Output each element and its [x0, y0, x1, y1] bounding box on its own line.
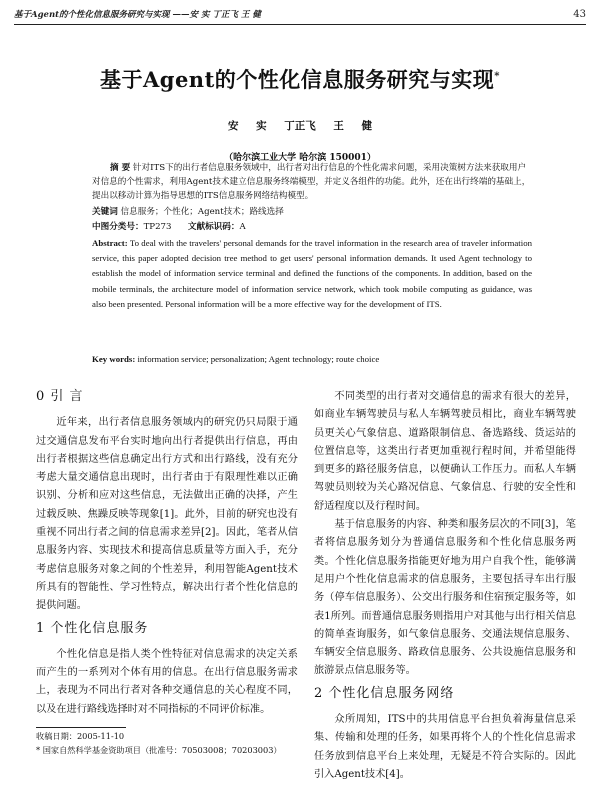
keywords-cn-label: 关键词	[92, 207, 118, 217]
paper-title-text: 基于Agent的个性化信息服务研究与实现	[99, 67, 495, 92]
body-column-left	[36, 388, 298, 756]
abstract-en-text: To deal with the travelers' personal demands for the travel information in the research area of traveler information service, this paper adopted decision tree method to get users' personal information demands. It used Agent technology to establish the model of information service terminal and defined the functions of the components. In addition, based on the mobile terminals, the architecture model of information service network, which took mobile computing as guidance, was also been presented. Personal information will be a more effective way for the development of ITS.	[92, 238, 532, 309]
affiliation: （哈尔滨工业大学 哈尔滨 150001）	[224, 153, 376, 163]
classification-line	[92, 220, 532, 234]
section-0-paragraph: 近年来，出行者信息服务领域内的研究仍只局限于通过交通信息发布平台实时地向出行者提供出行信息，再由出行者根据这些信息确定出行方式和出行路线，没有充分考虑大量交通信息出现时，出行者由于有限理性难以正确识别、分析和应对这些信息，无法做出正确的决择，产生过载反映、焦躁反映等现象[1]。此外，目前的研究也没有重视不同出行者之间的信息需求差异[2]。因此，笔者从信息服务内容、实现技术和提高信息质量等方面入手，充分考虑信息服务对象之间的个性差异，利用智能Agent技术所具有的智能性、学习性特点，解决出行者个性化信息的提供问题。	[36, 417, 298, 612]
abstract-cn-label: 摘 要	[110, 163, 131, 173]
doc-code-label: 文献标识码：	[187, 222, 240, 232]
doc-code-value: A	[239, 222, 246, 232]
footnote-funding: * 国家自然科学基金资助项目（批准号：70503008；70203003）	[36, 745, 282, 756]
footnote-rule	[36, 727, 126, 728]
keywords-en	[92, 352, 532, 366]
running-title: 基于Agent的个性化信息服务研究与实现 ——安 实 丁正飞 王 健	[14, 10, 261, 20]
abstract-cn	[92, 161, 532, 203]
paper-title	[0, 64, 600, 94]
footnote-received: 收稿日期：2005-11-10	[36, 731, 125, 742]
section-1-paragraph: 个性化信息是指人类个性特征对信息需求的决定关系而产生的一系列对个体有用的信息。在出行信息服务需求上，表现为不同出行者对各种交通信息的关心程度不同，以及在进行路线选择时对不同指标的不同评价标准。	[36, 648, 298, 715]
section-1-heading: 1 个性化信息服务	[36, 620, 149, 636]
section-2-paragraph: 众所周知，ITS中的共用信息平台担负着海量信息采集、传输和处理的任务，如果再将个人的个性化信息需求任务放到信息平台上来处理，无疑是不符合实际的。因此引入Agent技术[4]。	[314, 714, 576, 780]
keywords-en-text: information service; personalization; Agent technology; route choice	[137, 354, 380, 364]
clc-value: TP273	[143, 222, 172, 232]
section-1-paragraph: 基于信息服务的内容、种类和服务层次的不同[3]，笔者将信息服务划分为普通信息服务和个性化信息服务两类。个性化信息服务指能更好地为用户自我个性，能够满足用户个性化信息需求的信息服务，主要包括寻车出行服务（停车信息服务）、公交出行服务和住宿预定服务等，如表1所列。而普通信息服务则指用户对其他与出行相关信息的简单查询服务，如气象信息服务、交通法规信息服务、车辆安全信息服务、路政信息服务、公共设施信息服务和旅游景点信息服务等。	[314, 519, 576, 677]
body-column-right	[314, 388, 576, 784]
authors: 安 实 丁正飞 王 健	[227, 120, 373, 132]
keywords-cn-text: 信息服务；个性化；Agent技术；路线选择	[120, 207, 284, 217]
page-number: 43	[573, 8, 586, 20]
section-0-heading: 0 引 言	[36, 389, 84, 404]
abstract-cn-text: 针对ITS下的出行者信息服务领域中，出行者对出行信息的个性化需求问题，采用决策树方法来获取用户对信息的个性需求，利用Agent技术建立信息服务终端模型，并定义各组件的功能。此外，还在出行终端的基础上，提出以移动计算为指导思想的ITS信息服务网络结构模型。	[92, 163, 531, 201]
header-rule	[14, 24, 586, 25]
abstract-en	[92, 236, 532, 312]
keywords-en-label: Key words:	[92, 354, 136, 364]
abstract-en-label: Abstract:	[92, 238, 128, 248]
running-header	[14, 6, 586, 22]
keywords-cn	[92, 205, 532, 219]
section-1-paragraph: 不同类型的出行者对交通信息的需求有很大的差异，如商业车辆驾驶员与私人车辆驾驶员相比，商业车辆驾驶员更关心气象信息、道路限制信息、备选路线、货运站的位置信息等，这类出行者更加重视行程时间，并希望能得到更多的路径服务信息，以便确认工作压力。而私人车辆驾驶员则较为关心路况信息、气象信息、行驶的安全性和舒适程度以及行程时间。	[314, 391, 576, 512]
clc-label: 中图分类号：	[92, 222, 144, 232]
title-footnote-mark: *	[494, 71, 501, 82]
section-2-heading: 2 个性化信息服务网络	[314, 685, 455, 701]
